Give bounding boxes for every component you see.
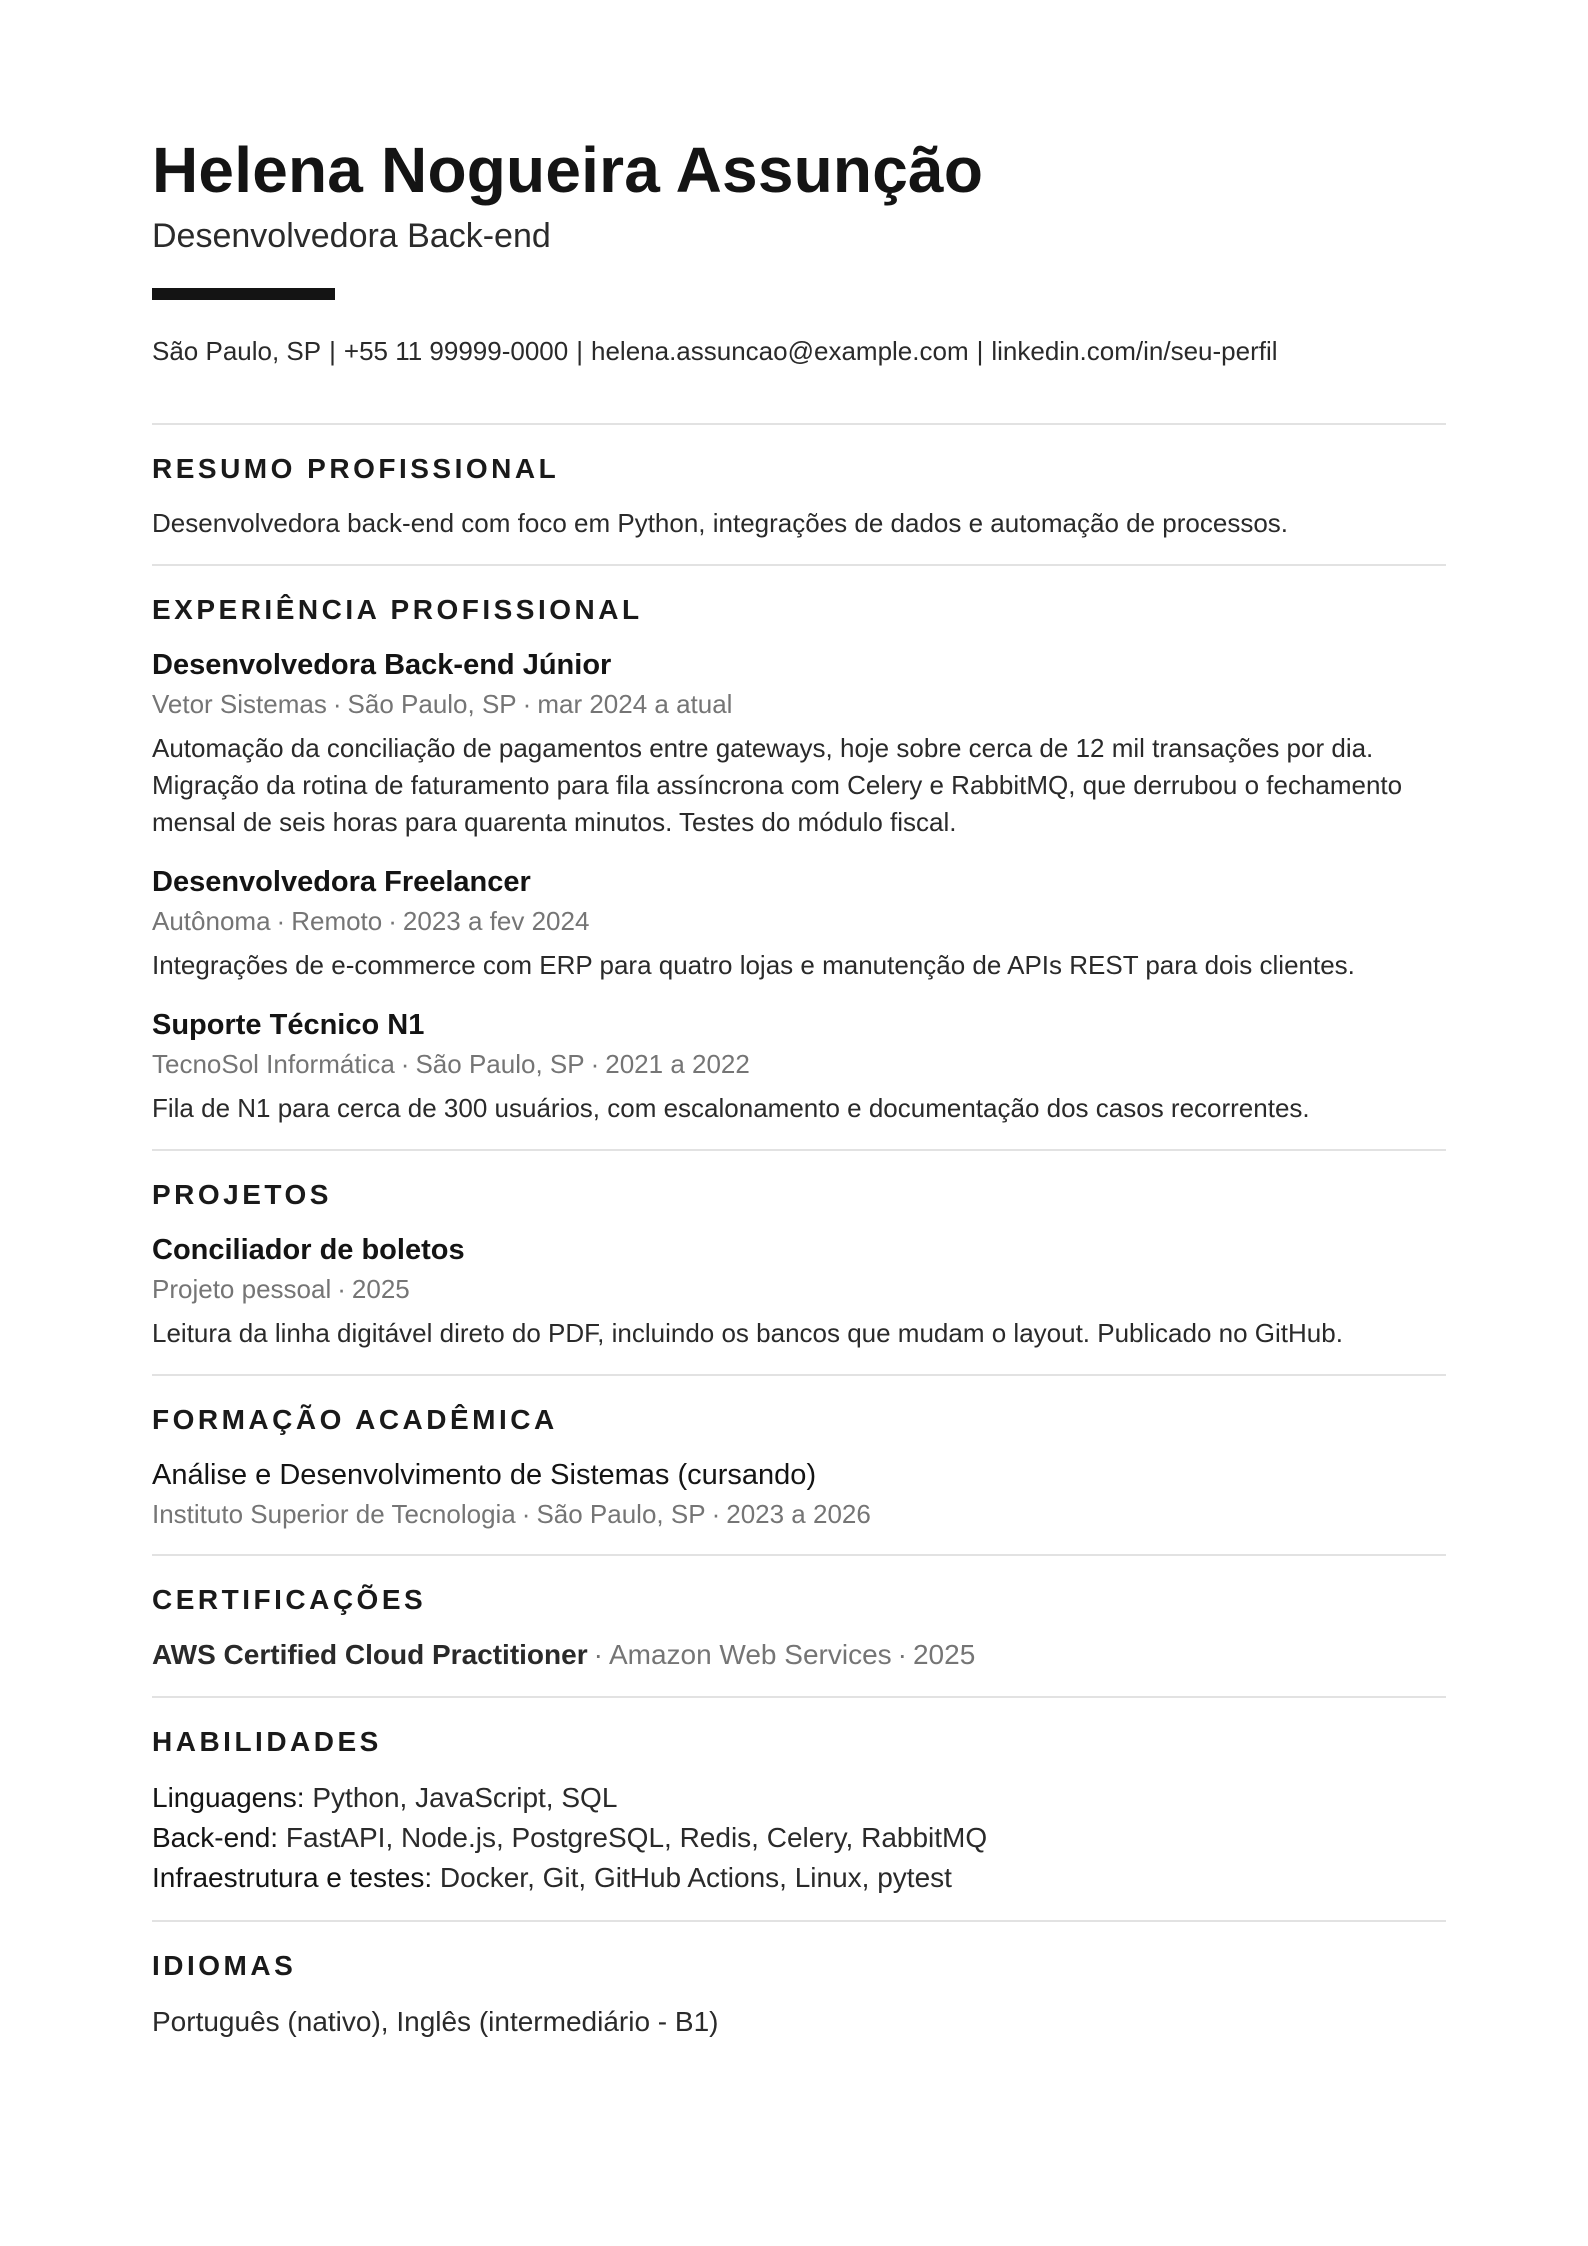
meta-dot: ·	[522, 689, 532, 719]
skill-category: Back-end:	[152, 1822, 279, 1853]
project-name: Conciliador de boletos	[152, 1234, 465, 1266]
section-title-education: FORMAÇÃO ACADÊMICA	[152, 1404, 558, 1435]
languages-text: Português (nativo), Inglês (intermediário - B1)	[152, 2006, 719, 2037]
skill-category: Infraestrutura e testes:	[152, 1862, 433, 1893]
skill-items: Python, JavaScript, SQL	[312, 1782, 618, 1813]
meta-dot: ·	[400, 1049, 410, 1079]
experience-period: mar 2024 a atual	[537, 689, 733, 719]
experience-description: Integrações de e-commerce com ERP para quatro lojas e manutenção de APIs REST para dois clientes.	[152, 950, 1355, 980]
experience-role: Suporte Técnico N1	[152, 1009, 425, 1041]
education-meta	[152, 1496, 1446, 1532]
accent-bar	[152, 288, 335, 300]
project-meta	[152, 1271, 1446, 1307]
meta-dot: ·	[711, 1499, 721, 1529]
experience-company: Autônoma	[152, 906, 271, 936]
skill-group	[152, 1818, 1446, 1858]
meta-dot: ·	[332, 689, 342, 719]
meta-dot: ·	[388, 906, 397, 936]
project-type: Projeto pessoal	[152, 1274, 332, 1304]
skill-group	[152, 1858, 1446, 1898]
experience-description: Automação da conciliação de pagamentos entre gateways, hoje sobre cerca de 12 mil transações por dia. Migração da rotina de faturamento para fila assíncrona com Celery e RabbitMQ, que derrubou o fechamento mensal de seis horas para quarenta minutos. Testes do módulo fiscal.	[152, 733, 1403, 837]
experience-entry	[152, 646, 1446, 841]
experience-period: 2023 a fev 2024	[402, 906, 590, 936]
candidate-role: Desenvolvedora Back-end	[152, 217, 551, 255]
meta-dot: ·	[590, 1049, 600, 1079]
skill-group	[152, 1778, 1446, 1818]
skill-items: Docker, Git, GitHub Actions, Linux, pytest	[439, 1862, 952, 1893]
section-title-certifications: CERTIFICAÇÕES	[152, 1584, 427, 1615]
summary-text: Desenvolvedora back-end com foco em Python, integrações de dados e automação de processos.	[152, 508, 1289, 538]
contact-line	[152, 334, 1446, 368]
contact-separator: |	[976, 336, 984, 366]
certification-item	[152, 1636, 1446, 1674]
education-course: Análise e Desenvolvimento de Sistemas (cursando)	[152, 1459, 817, 1491]
section-title-experience: EXPERIÊNCIA PROFISSIONAL	[152, 594, 643, 625]
meta-dot: ·	[897, 1639, 907, 1670]
experience-entry	[152, 863, 1446, 984]
contact-separator: |	[329, 336, 336, 366]
education-section	[152, 1376, 1446, 1554]
candidate-name: Helena Nogueira Assunção	[152, 134, 984, 206]
summary-section	[152, 425, 1446, 564]
projects-section	[152, 1151, 1446, 1374]
experience-entry	[152, 1006, 1446, 1127]
experience-description: Fila de N1 para cerca de 300 usuários, com escalonamento e documentação dos casos recorrentes.	[152, 1093, 1310, 1123]
section-title-projects: PROJETOS	[152, 1179, 332, 1210]
experience-location: São Paulo, SP	[347, 689, 517, 719]
section-title-skills: HABILIDADES	[152, 1726, 382, 1757]
certification-name: AWS Certified Cloud Practitioner	[152, 1639, 588, 1670]
certifications-section	[152, 1556, 1446, 1696]
skills-section	[152, 1698, 1446, 1920]
section-title-summary: RESUMO PROFISSIONAL	[152, 453, 560, 484]
experience-company: Vetor Sistemas	[152, 689, 327, 719]
experience-location: São Paulo, SP	[415, 1049, 585, 1079]
contact-phone: +55 11 99999-0000	[343, 336, 569, 366]
experience-section	[152, 566, 1446, 1149]
resume-content	[152, 130, 1446, 2064]
contact-separator: |	[576, 336, 583, 366]
project-description: Leitura da linha digitável direto do PDF, incluindo os bancos que mudam o layout. Publicado no GitHub.	[152, 1318, 1343, 1348]
experience-meta	[152, 686, 1446, 722]
project-entry	[152, 1231, 1446, 1352]
experience-location: Remoto	[291, 906, 383, 936]
education-period: 2023 a 2026	[726, 1499, 871, 1529]
project-year: 2025	[351, 1274, 410, 1304]
meta-dot: ·	[521, 1499, 531, 1529]
meta-dot: ·	[337, 1274, 346, 1304]
education-institution: Instituto Superior de Tecnologia	[152, 1499, 516, 1529]
experience-company: TecnoSol Informática	[152, 1049, 395, 1079]
certification-issuer: Amazon Web Services	[608, 1639, 892, 1670]
experience-period: 2021 a 2022	[605, 1049, 750, 1079]
experience-role: Desenvolvedora Back-end Júnior	[152, 649, 612, 681]
certification-year: 2025	[912, 1639, 976, 1670]
contact-email: helena.assuncao@example.com	[591, 336, 969, 366]
resume-header	[152, 130, 1446, 368]
education-location: São Paulo, SP	[536, 1499, 706, 1529]
section-title-languages: IDIOMAS	[152, 1950, 297, 1981]
skill-items: FastAPI, Node.js, PostgreSQL, Redis, Celery, RabbitMQ	[285, 1822, 988, 1853]
experience-meta	[152, 903, 1446, 939]
skill-category: Linguagens:	[152, 1782, 305, 1813]
contact-location: São Paulo, SP	[152, 336, 322, 366]
meta-dot: ·	[276, 906, 286, 936]
languages-section	[152, 1922, 1446, 2064]
experience-role: Desenvolvedora Freelancer	[152, 866, 531, 898]
contact-linkedin: linkedin.com/in/seu-perfil	[991, 336, 1278, 366]
experience-meta	[152, 1046, 1446, 1082]
meta-dot: ·	[593, 1639, 603, 1670]
